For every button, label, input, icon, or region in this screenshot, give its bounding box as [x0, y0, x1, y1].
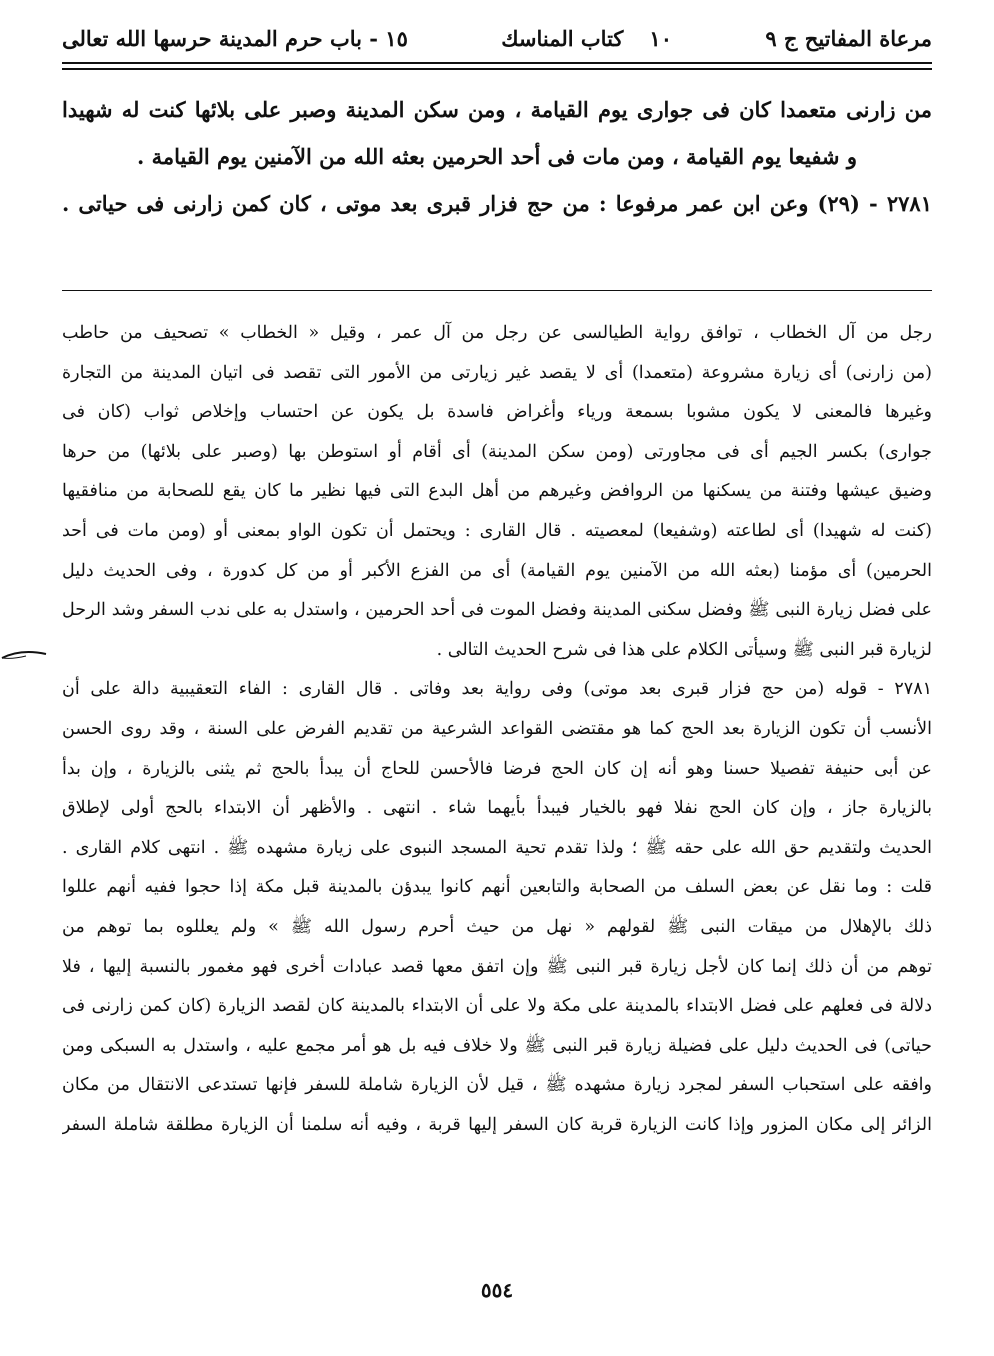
hadith-line: من زارنى متعمدا كان فى جوارى يوم القيامة ، ومن سكن المدينة وصبر على بلائها كنت له شهيدا	[62, 97, 932, 122]
separator-rule	[62, 290, 932, 291]
commentary-text	[62, 314, 932, 1145]
page-number: ٥٥٤	[480, 1278, 514, 1302]
commentary-line: (من زارنى) أى زيارة مشروعة (متعمدا) أى لا يقصد غير زيارتى من الأمور التى تقصد فى اتيان المدينة من التجارة	[62, 362, 932, 383]
commentary-line: توهم من أن ذلك إنما كان لأجل زيارة قبر النبى ﷺ وإن اتفق معها قصد عبادات أخرى فهو مغمور بالنسبة إليها ، فلا	[62, 956, 932, 977]
commentary-line: على فضل زيارة النبى ﷺ وفضل سكنى المدينة وفضل الموت فى أحد الحرمين ، واستدل به على ندب السفر وشد الرحل	[62, 600, 932, 621]
kitab-title: كتاب المناسك	[501, 25, 624, 51]
commentary-line: عن أبى حنيفة تفصيلا حسنا وهو أنه إن كان الحج فرضا فالأحسن للحاج أن يبدأ بالحج ثم يثنى بالزيارة ، وإن بدأ	[62, 758, 932, 779]
header-rule-bottom	[62, 68, 932, 70]
commentary-line: رجل من آل الخطاب ، توافق رواية الطيالسى عن رجل من آل عمر ، وقيل « الخطاب » تصحيف من حاطب	[62, 323, 932, 343]
commentary-line: لزيارة قبر النبى ﷺ وسيأتى الكلام على هذا فى شرح الحديث التالى .	[436, 639, 932, 660]
commentary-line: جوارى) بكسر الجيم أى فى مجاورتى (ومن سكن المدينة) أى أقام أو استوطن بها (وصبر على بلائها) من حرها	[62, 441, 932, 462]
book-number: ١٠	[649, 25, 672, 51]
commentary-line: الأنسب أن تكون الزيارة بعد الحج كما هو مقتضى القواعد الشرعية من تقديم الفرض على السنة ، وقد روى الحسن	[62, 718, 932, 739]
commentary-line: حياتى) فى الحديث دليل على فضيلة زيارة قبر النبى ﷺ ولا خلاف فيه بل هو أمر مجمع عليه ، واستدل به السبكى ومن	[62, 1035, 932, 1056]
commentary-line: قلت : وما نقل عن بعض السلف من الصحابة والتابعين أنهم كانوا يبدؤن بالمدينة قبل مكة إذا حجوا ففيه أنهم عللوا	[62, 877, 932, 898]
commentary-line: الحديث ولتقديم حق الله على حقه ﷺ ؛ ولذا تقدم تحية المسجد النبوى على زيارة مشهده ﷺ . انتهى كلام القارى .	[62, 837, 932, 858]
commentary-line: وغيرها فالمعنى لا يكون مشوبا بسمعة ورياء وأغراض فاسدة بل يكون عن احتساب وإخلاص ثواب (كان فى	[62, 402, 932, 423]
book-title: مرعاة المفاتيح ج ٩	[765, 25, 932, 51]
hadith-line: و شفيعا يوم القيامة ، ومن مات فى أحد الحرمين بعثه الله من الآمنين يوم القيامة .	[137, 144, 857, 169]
header-rule-top	[62, 62, 932, 64]
header-center	[501, 26, 672, 51]
commentary-line: ذلك بالإهلال من ميقات النبى ﷺ لقولهم « نهل من حيث أحرم رسول الله ﷺ » ولم يعللوه بما توهم من	[62, 916, 932, 937]
commentary-line: الزائر إلى مكان المزور وإذا كانت الزيارة قربة كان السفر إليها قربة ، وفيه أنه سلمنا أن الزيارة مطلقة شاملة السفر	[62, 1114, 932, 1135]
commentary-line: وافقه على استحباب السفر لمجرد زيارة مشهده ﷺ ، قيل لأن الزيارة شاملة للسفر فإنها تستدعى الانتقال من مكان	[62, 1075, 932, 1096]
commentary-line: بالزيارة جاز ، وإن كان الحج نفلا فهو بالخيار فيبدأ بأيهما شاء . انتهى . والأظهر أن الابتداء بالحج أولى لإطلاق	[62, 798, 932, 819]
commentary-line: (كنت له شهيدا) أى لطاعته (وشفيعا) لمعصيته . قال القارى : ويحتمل أن تكون الواو بمعنى أو (ومن مات فى أحد	[62, 520, 932, 541]
margin-pen-mark	[0, 646, 50, 666]
commentary-line: الحرمين) أى مؤمنا (بعثه الله من الآمنين يوم القيامة) أى من الفزع الأكبر أو من كل كدورة ، وفى الحديث دليل	[62, 560, 932, 581]
commentary-line: وضيق عيشها وفتنة من يسكنها من الروافض وغيرهم من أهل البدع التى فيها نظير ما كان يقع للصحابة من منافقيها	[62, 481, 932, 502]
hadith-text	[62, 86, 932, 227]
hadith-line: ٢٧٨١ - (٢٩) وعن ابن عمر مرفوعا : من حج فزار قبرى بعد موتى ، كان كمن زارنى فى حياتى .	[62, 191, 932, 216]
bab-title: ١٥ - باب حرم المدينة حرسها الله تعالى	[62, 25, 408, 51]
running-header	[62, 18, 932, 58]
commentary-line: دلالة فى فعلهم على فضل الابتداء بالمدينة على مكة ولا على أن الابتداء بالمدينة كان لقصد الزيارة (كان كمن زارنى فى	[62, 996, 932, 1017]
commentary-line: ٢٧٨١ - قوله (من حج فزار قبرى بعد موتى) وفى رواية بعد وفاتى . قال القارى : الفاء التعقيبية دالة على أن	[62, 679, 932, 700]
